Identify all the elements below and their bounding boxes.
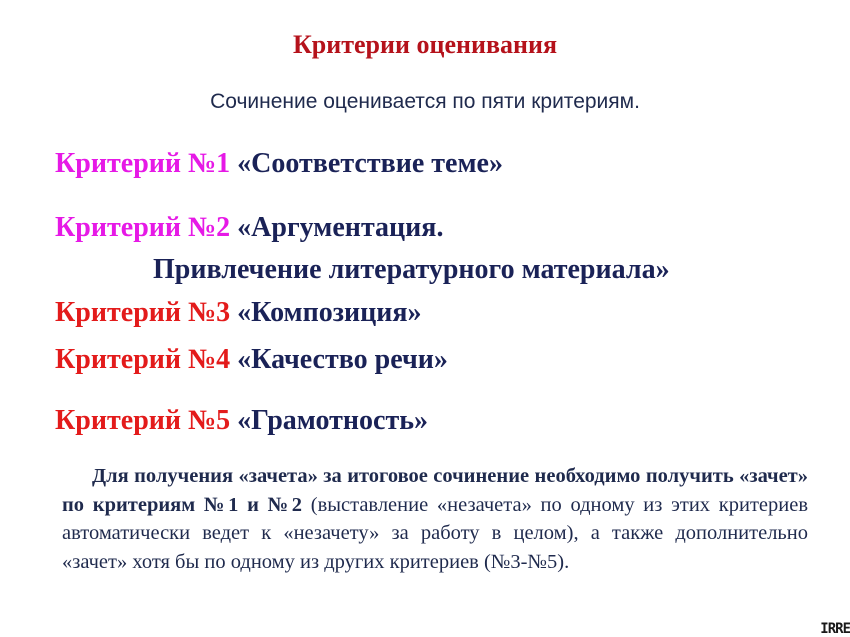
criterion-3-name: «Композиция» xyxy=(237,297,422,328)
brand-logo: IRRE xyxy=(820,621,850,637)
criterion-4-number: Критерий №4 xyxy=(55,344,231,375)
criterion-1-number: Критерий №1 xyxy=(55,148,231,179)
criterion-3 xyxy=(55,297,422,329)
criterion-1-name: «Соответствие теме» xyxy=(237,148,503,179)
criterion-2 xyxy=(55,212,443,244)
subtitle: Сочинение оценивается по пяти критериям. xyxy=(210,90,640,113)
criterion-4-name: «Качество речи» xyxy=(237,344,448,375)
criterion-5-number: Критерий №5 xyxy=(55,405,231,436)
criterion-2-name: «Аргументация. xyxy=(237,212,444,243)
grading-note-bold: Для получения «зачета» за итоговое сочинение необходимо получить «зачет» по критериям №1 и №2 xyxy=(62,465,808,516)
page-title: Критерии оценивания xyxy=(292,30,558,59)
criterion-5-name: «Грамотность» xyxy=(237,405,429,436)
criterion-5 xyxy=(55,405,428,437)
criterion-2-number: Критерий №2 xyxy=(55,212,231,243)
criterion-2-name-continued: Привлечение литературного материала» xyxy=(153,254,670,285)
criterion-3-number: Критерий №3 xyxy=(55,297,231,328)
grading-note xyxy=(62,462,808,576)
criterion-1 xyxy=(55,148,503,180)
grading-note-rest: (выставление «незачета» по одному из этих критериев автоматически ведет к «незачету» за работу в целом), а также дополнительно «зачет» хотя бы по одному из других критериев (№3-№5). xyxy=(62,493,808,573)
criterion-4 xyxy=(55,344,448,376)
